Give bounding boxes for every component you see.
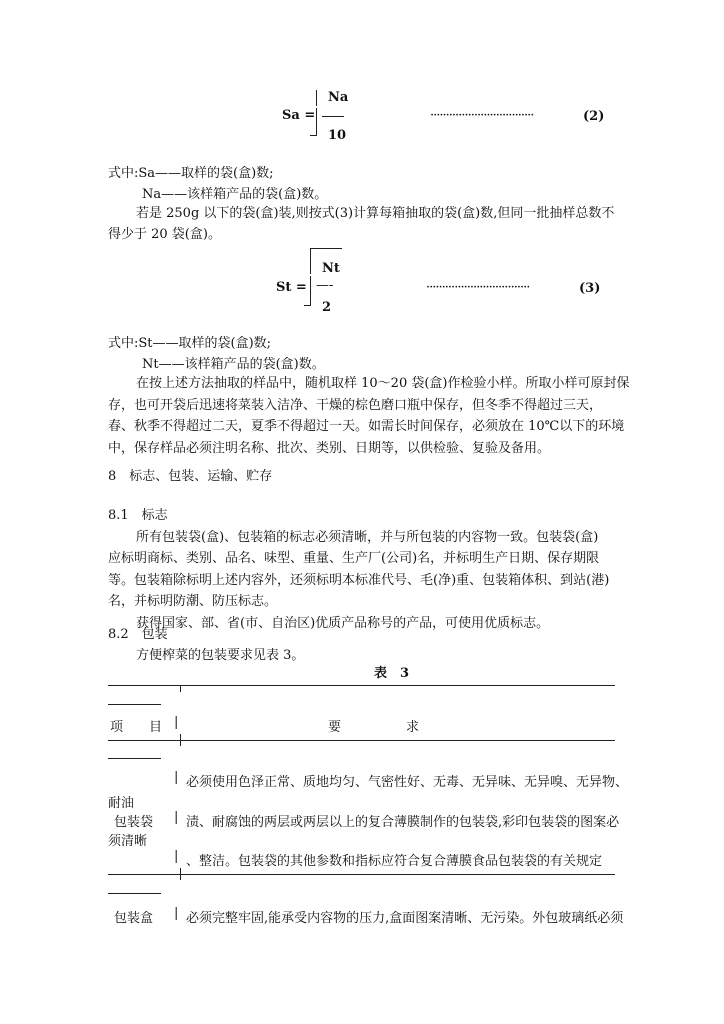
paragraph-line: 存，也可开袋后迅速将菜装入洁净、干燥的棕色磨口瓶中保存，但冬季不得超过三天， bbox=[108, 397, 603, 413]
column-separator: | bbox=[174, 770, 179, 785]
definition-line: 式中:St——取样的袋(盒)数; bbox=[108, 336, 272, 351]
formula-denominator: 10 bbox=[328, 128, 347, 143]
formula-leader: ································· bbox=[430, 108, 534, 123]
definition-st bbox=[108, 333, 325, 375]
definition-line: Nt——该样箱产品的袋(盒)数。 bbox=[142, 357, 325, 372]
formula-bar-foot bbox=[304, 305, 311, 306]
requirement-line: 必须使用色泽正常、质地均匀、气密性好、无毒、无异味、无异嗅、无异物、 bbox=[186, 775, 629, 790]
equation-number: (3) bbox=[579, 281, 601, 296]
table-rule bbox=[108, 685, 615, 686]
equation-number: (2) bbox=[583, 109, 605, 124]
paragraph-line: 在按上述方法抽取的样品中，随机取样 10～20 袋(盒)作检验小样。所取小样可原封保 bbox=[136, 376, 630, 391]
row-label: 须清晰 bbox=[108, 834, 148, 849]
paragraph-line: 等。包装箱除标明上述内容外，还须标明本标准代号、毛(净)重、包装箱体积、到站(港) bbox=[108, 572, 610, 588]
row-label: 包装袋 bbox=[114, 815, 154, 830]
formula-lhs: Sa = bbox=[282, 108, 316, 123]
fraction-line bbox=[322, 116, 344, 117]
header-requirement: 要 求 bbox=[328, 720, 420, 735]
column-separator: | bbox=[174, 810, 179, 825]
formula-lhs: St = bbox=[276, 280, 307, 295]
paragraph-line: 中，保存样品必须注明名称、批次、类别、日期等，以供检验、复验及备用。 bbox=[108, 440, 551, 456]
section-title: 8.2 包装 bbox=[108, 627, 168, 642]
table-rule bbox=[108, 874, 615, 875]
table-rule bbox=[108, 740, 615, 741]
paragraph-line: 应标明商标、类别、品名、味型、重量、生产厂(公司)名，并标明生产日期、保存期限 bbox=[108, 551, 600, 567]
paragraph-line: 获得国家、部、省(市、自治区)优质产品称号的产品，可使用优质标志。 bbox=[136, 615, 550, 631]
header-item: 项 目 bbox=[110, 720, 163, 735]
formula-denominator: 2 bbox=[322, 300, 332, 315]
definition-sa bbox=[108, 163, 327, 205]
paragraph-line: 春、秋季不得超过二天，夏季不得超过一天。如需长时间保存，必须放在 10℃以下的环境 bbox=[108, 419, 625, 434]
section-title: 8.1 标志 bbox=[108, 508, 168, 523]
column-separator: | bbox=[174, 715, 179, 730]
requirement-line: 必须完整牢固,能承受内容物的压力,盒面图案清晰、无污染。外包玻璃纸必须 bbox=[186, 911, 624, 926]
paragraph-line: 名，并标明防潮、防压标志。 bbox=[108, 594, 278, 610]
paragraph-250g bbox=[108, 203, 614, 245]
table-stub-rule bbox=[108, 704, 161, 705]
column-separator: | bbox=[174, 906, 179, 921]
definition-line: 式中:Sa——取样的袋(盒)数; bbox=[108, 166, 274, 181]
paragraph-line: 得少于 20 袋(盒)。 bbox=[108, 227, 221, 242]
paragraph-line: 所有包装袋(盒)、包装箱的标志必须清晰，并与所包装的内容物一致。包装袋(盒) bbox=[136, 529, 599, 545]
requirement-line: 渍、耐腐蚀的两层或两层以上的复合薄膜制作的包装袋,彩印包装袋的图案必 bbox=[186, 815, 620, 830]
formula-bar bbox=[310, 276, 311, 306]
formula-numerator: Nt bbox=[322, 261, 340, 276]
formula-bar bbox=[316, 108, 317, 124]
definition-line: Na——该样箱产品的袋(盒)数。 bbox=[142, 187, 328, 202]
formula-bar bbox=[316, 90, 317, 106]
column-separator: | bbox=[174, 849, 179, 864]
table-stub-rule bbox=[108, 758, 161, 759]
section-8-2 bbox=[108, 624, 304, 666]
table-tick bbox=[180, 868, 181, 880]
table-stub-rule bbox=[108, 893, 161, 894]
formula-leader: ································· bbox=[426, 280, 530, 295]
paragraph-line: 若是 250g 以下的袋(盒)装,则按式(3)计算每箱抽取的袋(盒)数,但同一批抽样总数不 bbox=[136, 206, 615, 221]
formula-minus: —- bbox=[316, 278, 334, 293]
paragraph-sample bbox=[108, 373, 630, 459]
row-label: 包装盒 bbox=[114, 911, 154, 926]
formula-numerator: Na bbox=[328, 90, 349, 105]
table-caption: 表 3 bbox=[374, 666, 410, 681]
formula-top-bar bbox=[310, 248, 342, 249]
section-8-title: 8 标志、包装、运输、贮存 bbox=[108, 469, 273, 484]
row-label: 耐油 bbox=[108, 796, 135, 811]
formula-bar-foot bbox=[310, 135, 317, 136]
table-tick bbox=[180, 685, 181, 692]
paragraph-line: 方便榨菜的包装要求见表 3。 bbox=[136, 648, 305, 663]
table-tick bbox=[180, 734, 181, 746]
section-8-1 bbox=[108, 505, 609, 635]
requirement-line: 、整洁。包装袋的其他参数和指标应符合复合薄膜食品包装袋的有关规定 bbox=[186, 854, 603, 869]
formula-bar bbox=[310, 248, 311, 274]
